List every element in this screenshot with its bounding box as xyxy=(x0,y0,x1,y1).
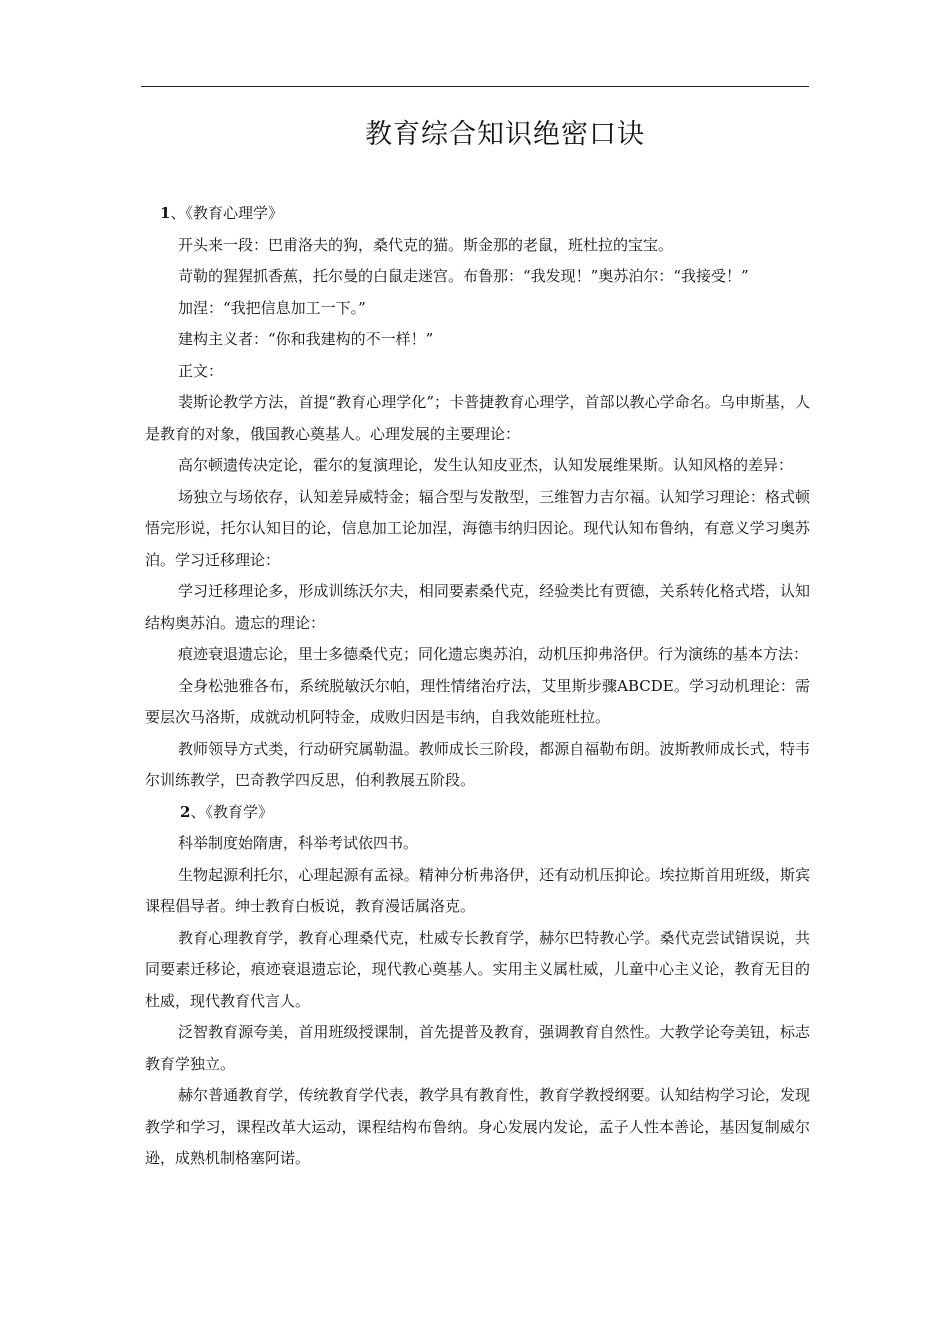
paragraph: 场独立与场依存，认知差异威特金；辐合型与发散型，三维智力吉尔福。认知学习理论：格式顿悟完形说，托尔认知目的论，信息加工论加涅，海德韦纳归因论。现代认知布鲁纳，有意义学习奥苏泊。学习迁移理论： xyxy=(145,487,810,569)
paragraph: 全身松弛雅各布，系统脱敏沃尔帕，理性情绪治疗法，艾里斯步骤ABCDE。学习动机理论：需要层次马洛斯，成就动机阿特金，成败归因是韦纳，自我效能班杜拉。 xyxy=(145,676,810,726)
paragraph: 赫尔普通教育学，传统教育学代表，教学具有教育性，教育学教授纲要。认知结构学习论，发现教学和学习，课程改革大运动，课程结构布鲁纳。身心发展内发论，孟子人性本善论，基因复制威尔逊，成熟机制格塞阿诺。 xyxy=(145,1086,810,1167)
page-title: 教育综合知识绝密口诀 xyxy=(365,119,645,150)
paragraph: 裴斯论教学方法，首提“教育心理学化”；卡普捷教育心理学，首部以教心学命名。乌申斯基，人是教育的对象，俄国教心奠基人。心理发展的主要理论： xyxy=(145,393,810,443)
paragraph: 建构主义者：“你和我建构的不一样！” xyxy=(178,330,434,348)
paragraph: 学习迁移理论多，形成训练沃尔夫，相同要素桑代克，经验类比有贾德，关系转化格式塔，认知结构奥苏泊。遗忘的理论： xyxy=(145,582,810,632)
paragraph: 加涅：“我把信息加工一下。” xyxy=(178,298,366,317)
paragraph: 苛勒的猩猩抓香蕉，托尔曼的白鼠走迷宫。布鲁那：“我发现！”奥苏泊尔：“我接受！” xyxy=(178,267,749,285)
paragraph: 高尔顿遗传决定论，霍尔的复演理论，发生认知皮亚杰，认知发展维果斯。认知风格的差异： xyxy=(178,456,794,474)
paragraph: 生物起源利托尔，心理起源有孟禄。精神分析弗洛伊，还有动机压抑论。埃拉斯首用班级，斯宾课程倡导者。绅士教育白板说，教育漫话属洛克。 xyxy=(145,865,810,915)
section-title: 、《教育心理学》 xyxy=(170,204,283,222)
section-title: 、《教育学》 xyxy=(190,802,273,821)
paragraph: 痕迹衰退遗忘论，里士多德桑代克；同化遗忘奥苏泊，动机压抑弗洛伊。行为演练的基本方法： xyxy=(178,645,809,663)
paragraph: 开头来一段：巴甫洛夫的狗，桑代克的猫。斯金那的老鼠，班杜拉的宝宝。 xyxy=(178,235,674,254)
section-heading-psychology xyxy=(145,198,810,230)
document-body xyxy=(145,198,810,1175)
paragraph: 泛智教育源夸美，首用班级授课制，首先提普及教育，强调教育自然性。大教学论夸美钮，标志教育学独立。 xyxy=(145,1023,810,1073)
header-rule xyxy=(141,86,809,87)
section-number: 2 xyxy=(180,802,191,821)
paragraph: 科举制度始隋唐，科举考试依四书。 xyxy=(178,834,419,852)
paragraph: 教师领导方式类，行动研究属勒温。教师成长三阶段，都源自福勒布朗。波斯教师成长式，特韦尔训练教学，巴奇教学四反思，伯利教展五阶段。 xyxy=(145,739,810,789)
section-heading-pedagogy xyxy=(145,797,810,829)
section-number: 1 xyxy=(160,204,171,222)
paragraph: 正文： xyxy=(178,361,224,380)
paragraph: 教育心理教育学，教育心理桑代克，杜威专长教育学，赫尔巴特教心学。桑代克尝试错误说，共同要素迁移论，痕迹衰退遗忘论，现代教心奠基人。实用主义属杜威，儿童中心主义论，教育无目的杜威，现代教育代言人。 xyxy=(145,928,810,1010)
